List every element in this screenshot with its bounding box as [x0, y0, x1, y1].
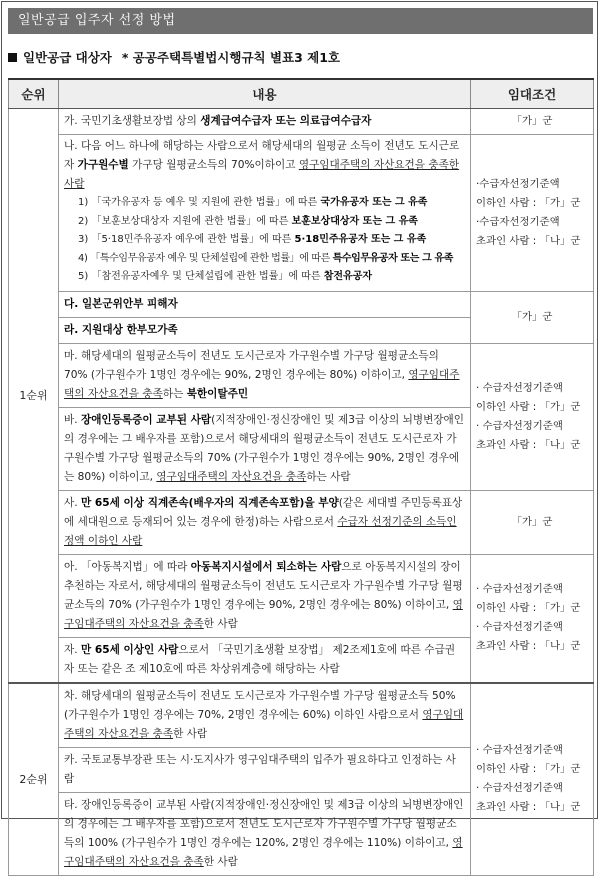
row-ba-text: 바.: [64, 413, 81, 426]
condition-rank-2-line-3: · 수급자선정기준액: [476, 782, 563, 794]
row-ga: [59, 109, 471, 135]
condition-ma-ba-line-2: 이하인 사람 : 「가」군: [476, 400, 581, 413]
row-ga-text: 가. 국민기초생활보장법 상의: [64, 115, 201, 127]
condition-na-line-3: ·수급자선정기준액: [476, 215, 560, 228]
condition-ma-ba-line-1: · 수급자선정기준액: [476, 381, 563, 394]
eligibility-table: [8, 78, 594, 876]
condition-aa-ja-line-1: · 수급자선정기준액: [476, 583, 563, 595]
row-ma: [59, 343, 471, 407]
row-na-intro-text: 나. 다음 어느 하나에 해당하는 사람으로서 해당세대의 월평균 소득이 전년도 도시근로자: [64, 140, 460, 171]
header-content: 내용: [59, 79, 471, 109]
condition-ga: 「가」군: [471, 109, 594, 135]
row-aa-underline: 영구임대주택의 자산요건을 충족: [64, 598, 463, 630]
table-header-row: [9, 79, 594, 109]
row-cha-post: 한 사람: [173, 727, 208, 740]
condition-rank-2: [471, 683, 594, 876]
row-da: 다. 일본군위안부 피해자: [59, 291, 471, 317]
row-ga-bold: 생계급여수급자 또는 의료급여수급자: [200, 115, 372, 127]
row-cha-underline: 영구임대주택의 자산요건을 충족: [64, 708, 464, 740]
row-ta-post: 한 사람: [203, 855, 238, 868]
page-frame: [1, 1, 598, 868]
condition-rank-2-line-1: · 수급자선정기준액: [476, 744, 563, 756]
row-ba-post: 하는 사람: [306, 470, 351, 483]
table-row: [9, 109, 594, 135]
row-na-item-4-bold: 특수임무유공자 또는 그 유족: [332, 252, 453, 264]
row-na-intro: [64, 137, 465, 194]
section-heading: [8, 48, 340, 66]
row-aa-post: 한 사람: [203, 617, 238, 630]
row-na-item-4: [64, 250, 465, 269]
row-aa-text: 아. 「아동복지법」에 따라: [64, 560, 191, 573]
row-na-item-3: [64, 231, 465, 250]
condition-aa-ja-line-2: 이하인 사람 : 「가」군: [476, 602, 581, 614]
table-row: [9, 343, 594, 407]
row-ma-mid: 하는: [162, 387, 187, 400]
condition-na-line-2: 이하인 사람 : 「가」군: [476, 196, 581, 209]
row-sa-text: 사.: [64, 496, 81, 509]
header-condition: 임대조건: [471, 79, 594, 109]
header-rank: 순위: [9, 79, 59, 109]
row-ra: 라. 지원대상 한부모가족: [59, 317, 471, 343]
row-na-item-2-text: 2) 「보훈보상대상자 지원에 관한 법률」에 따른: [78, 215, 292, 227]
row-ja-bold: 만 65세 이상인 사람: [80, 643, 179, 656]
row-sa: [59, 490, 471, 554]
condition-ma-ba-line-3: · 수급자선정기준액: [476, 419, 563, 432]
table-row: [9, 135, 594, 292]
table-row: [9, 683, 594, 748]
row-na-item-5: [64, 268, 465, 287]
row-sa-underline: 수급자 선정기준의 소득인정액 이하인 사람: [64, 515, 457, 547]
row-na: [59, 135, 471, 292]
condition-na-line-4: 초과인 사람 : 「나」군: [476, 234, 581, 247]
condition-aa-ja-line-4: 초과인 사람 : 「나」군: [476, 640, 581, 652]
rank-1-cell: 1순위: [9, 109, 59, 683]
condition-na: [471, 135, 594, 292]
row-ja-text: 자.: [64, 643, 81, 656]
row-na-item-3-bold: 5·18민주유공자 또는 그 유족: [294, 234, 427, 245]
row-ta-underline: 영구임대주택의 자산요건을 충족: [64, 836, 463, 868]
row-aa: [59, 554, 471, 637]
row-na-item-4-text: 4) 「특수임무유공자 예우 및 단체설립에 관한 법률」에 따른: [78, 252, 333, 264]
table-row: [9, 554, 594, 637]
square-bullet-icon: [8, 53, 17, 62]
row-ma-text: 마. 해당세대의 월평균소득이 전년도 도시근로자 가구원수별 가구당 월평균소득의 70% (가구원수가 1명인 경우에는 90%, 2명인 경우에는 80%) 이하이고,: [64, 349, 439, 381]
table-row: [9, 291, 594, 317]
section-heading-note: * 공공주택특별법시행규칙 별표3 제1호: [121, 50, 341, 65]
condition-rank-2-line-4: 초과인 사람 : 「나」군: [476, 801, 581, 813]
condition-aa-ja-line-3: · 수급자선정기준액: [476, 621, 563, 633]
row-na-intro-bold: 가구원수별: [77, 159, 129, 171]
row-ba-underline: 영구임대주택의 자산요건을 충족: [156, 470, 307, 483]
row-na-item-3-text: 3) 「5·18민주유공자 예우에 관한 법률」에 따른: [78, 234, 295, 245]
row-na-item-5-text: 5) 「참전유공자예우 및 단체설립에 관한 법률」에 따른: [78, 271, 324, 282]
row-cha: [59, 683, 471, 748]
row-ba-bold: 장애인등록증이 교부된 사람: [80, 413, 212, 426]
row-cha-text: 차. 해당세대의 월평균소득이 전년도 도시근로자 가구원수별 가구당 월평균소득 50% (가구원수가 1명인 경우에는 70%, 2명인 경우에는 60%) 이하인 사람으로서: [64, 689, 456, 721]
row-ja-post: 으로서 「국민기초생활 보장법」 제2조제1호에 따른 수급권자 또는 같은 조 제10호에 따른 차상위계층에 해당하는 사람: [64, 643, 456, 675]
condition-da-ra: 「가」군: [471, 291, 594, 343]
condition-rank-2-line-2: 이하인 사람 : 「가」군: [476, 763, 581, 775]
row-ka: 카. 국토교통부장관 또는 시·도지사가 영구임대주택의 입주가 필요하다고 인정하는 사람: [59, 747, 471, 792]
row-ta: [59, 792, 471, 875]
row-ta-text: 타. 장애인등록증이 교부된 사람(지적장애인·정신장애인 및 제3급 이상의 뇌병변장애인의 경우에는 그 배우자를 포함)으로서 전년도 도시근로자 가구원수별 가구당 월평균소득의 100% (가구원수가 1명인 경우에는 120%, 2명인 경우에는 110%) 이하이고,: [64, 798, 464, 849]
row-aa-mid: 으로 아동복지시설의 장이 추천하는 자로서, 해당세대의 월평균소득이 전년도 도시근로자 가구원수별 가구당 월평균소득의 70% (가구원수가 1명인 경우에는 90%, 2명인 경우에는 80%) 이하이고,: [64, 560, 463, 611]
row-ma-bold: 북한이탈주민: [186, 387, 249, 400]
row-na-intro-mid: 가구당 월평균소득의 70%이하이고: [128, 159, 299, 171]
table-row: [9, 490, 594, 554]
row-na-intro-underline: 영구임대주택의 자산요건을 충족한 사람: [64, 159, 460, 190]
row-ba-mid: (지적장애인·정신장애인 및 제3급 이상의 뇌병변장애인의 경우에는 그 배우자를 포함)으로서 해당세대의 월평균소득이 전년도 도시근로자 가구원수별 가구당 월평균소득의 70% (가구원수가 1명인 경우에는 90%, 2명인 경우에는 80%) 이하이고,: [64, 413, 465, 483]
row-sa-mid: (같은 세대별 주민등록표상에 세대원으로 등재되어 있는 경우에 한정)하는 사람으로서: [64, 496, 463, 528]
row-na-item-5-bold: 참전유공자: [323, 271, 373, 282]
section-heading-label: 일반공급 대상자: [23, 50, 112, 65]
row-aa-bold: 아동복지시설에서 퇴소하는 사람: [190, 560, 342, 573]
row-na-item-2: [64, 213, 465, 232]
rank-2-cell: 2순위: [9, 683, 59, 876]
condition-ma-ba: [471, 343, 594, 490]
page-title: 일반공급 입주자 선정 방법: [8, 8, 593, 34]
condition-na-line-1: ·수급자선정기준액: [476, 177, 560, 190]
row-ma-underline: 영구임대주택의 자산요건을 충족: [64, 368, 460, 400]
row-sa-bold: 만 65세 이상 직계존속(배우자의 직계존속포함)을 부양: [80, 496, 339, 509]
row-na-item-1: [64, 194, 465, 213]
condition-ma-ba-line-4: 초과인 사람 : 「나」군: [476, 438, 581, 451]
row-na-item-1-text: 1) 「국가유공자 등 예우 및 지원에 관한 법률」에 따른: [78, 197, 321, 208]
row-ja: [59, 637, 471, 683]
row-na-item-2-bold: 보훈보상대상자 또는 그 유족: [291, 215, 418, 227]
condition-sa: 「가」군: [471, 490, 594, 554]
condition-aa-ja: [471, 554, 594, 683]
row-ba: [59, 407, 471, 490]
row-na-item-1-bold: 국가유공자 또는 그 유족: [320, 197, 428, 208]
